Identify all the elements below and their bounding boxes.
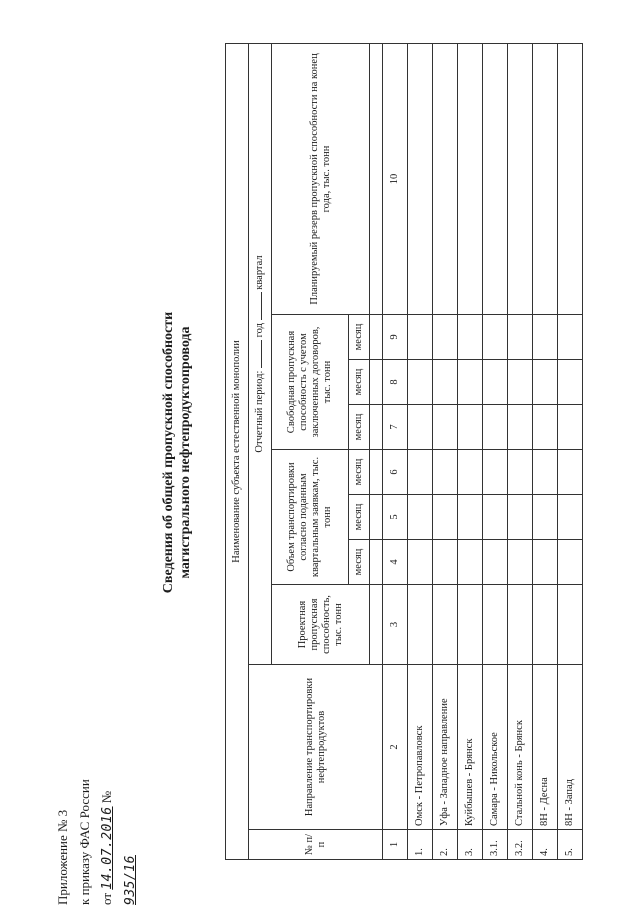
table-row <box>533 43 558 859</box>
empty-cell <box>370 360 383 405</box>
header-row-subject <box>226 43 249 859</box>
column-index: 3 <box>383 585 408 665</box>
empty-cell <box>483 43 508 314</box>
appendix-date: 14.07.2016 <box>100 806 115 890</box>
empty-cell <box>433 405 458 450</box>
empty-cell <box>533 585 558 665</box>
empty-cell <box>508 405 533 450</box>
month-header: месяц <box>349 315 370 360</box>
empty-cell <box>558 43 583 314</box>
empty-cell <box>458 405 483 450</box>
title-line-1: Сведения об общей пропускной способности <box>161 311 176 594</box>
column-index: 7 <box>383 405 408 450</box>
table-row <box>458 43 483 859</box>
empty-cell <box>558 540 583 585</box>
table-row <box>558 43 583 859</box>
document-title <box>160 0 194 905</box>
empty-cell <box>533 43 558 314</box>
empty-cell <box>458 315 483 360</box>
row-direction: 8Н - Запад <box>558 665 583 830</box>
empty-cell <box>483 360 508 405</box>
row-direction: Куйбышев - Брянск <box>458 665 483 830</box>
row-number: 5. <box>558 830 583 860</box>
appendix-from-label: от <box>99 892 114 905</box>
row-number: 2. <box>433 830 458 860</box>
empty-cell <box>508 585 533 665</box>
col-header-num: № п/п <box>249 830 383 860</box>
empty-cell <box>508 495 533 540</box>
empty-cell <box>458 585 483 665</box>
appendix-date-line <box>96 765 142 905</box>
empty-cell <box>458 540 483 585</box>
empty-cell <box>370 43 383 314</box>
empty-cell <box>508 43 533 314</box>
row-number: 4. <box>533 830 558 860</box>
empty-cell <box>408 450 433 495</box>
column-index: 8 <box>383 360 408 405</box>
empty-cell <box>458 450 483 495</box>
month-header: месяц <box>349 495 370 540</box>
column-index: 1 <box>383 830 408 860</box>
empty-cell <box>370 315 383 360</box>
col-header-volume: Объем транспортировки согласно поданным квартальным заявкам, тыс. тонн <box>272 450 349 585</box>
empty-cell <box>370 450 383 495</box>
empty-cell <box>558 405 583 450</box>
empty-cell <box>370 405 383 450</box>
empty-cell <box>408 315 433 360</box>
empty-cell <box>483 450 508 495</box>
row-number: 3.2. <box>508 830 533 860</box>
empty-cell <box>483 585 508 665</box>
empty-cell <box>458 360 483 405</box>
empty-cell <box>433 585 458 665</box>
col-header-free: Свободная пропускная способность с учетом заключенных договоров, тыс. тонн <box>272 315 349 450</box>
row-number: 1. <box>408 830 433 860</box>
month-header: месяц <box>349 540 370 585</box>
title-line-2: магистрального нефтепродуктопровода <box>178 326 193 579</box>
appendix-number-sign: № <box>99 790 114 804</box>
empty-cell <box>408 585 433 665</box>
month-header: месяц <box>349 360 370 405</box>
period-label: Отчетный период: <box>254 370 265 453</box>
header-row-period <box>249 43 272 859</box>
empty-cell <box>508 360 533 405</box>
subject-header: Наименование субъекта естественной монополии <box>226 43 249 859</box>
column-index: 9 <box>383 315 408 360</box>
column-index: 2 <box>383 665 408 830</box>
empty-cell <box>433 540 458 585</box>
empty-cell <box>533 540 558 585</box>
row-number: 3. <box>458 830 483 860</box>
empty-cell <box>558 360 583 405</box>
col-header-direction: Направление транспортировки нефтепродуктов <box>249 665 383 830</box>
empty-cell <box>458 43 483 314</box>
row-direction: Омск - Петропавловск <box>408 665 433 830</box>
appendix-order-ref: к приказу ФАС России <box>77 779 92 905</box>
empty-cell <box>370 495 383 540</box>
empty-cell <box>433 43 458 314</box>
row-direction: Самара - Никольское <box>483 665 508 830</box>
col-header-design: Проектная пропускная способность, тыс. тонн <box>272 585 370 665</box>
row-direction: Стальной конь - Брянск <box>508 665 533 830</box>
empty-cell <box>558 585 583 665</box>
quarter-blank <box>261 292 262 320</box>
empty-cell <box>508 540 533 585</box>
period-year: год <box>254 323 265 338</box>
empty-cell <box>433 360 458 405</box>
empty-cell <box>408 495 433 540</box>
row-direction: Уфа - Западное направление <box>433 665 458 830</box>
empty-cell <box>558 315 583 360</box>
empty-cell <box>533 405 558 450</box>
column-index: 6 <box>383 450 408 495</box>
empty-cell <box>508 450 533 495</box>
column-index: 5 <box>383 495 408 540</box>
appendix-number: 935/16 <box>123 855 138 905</box>
row-number: 3.1. <box>483 830 508 860</box>
empty-cell <box>533 315 558 360</box>
empty-cell <box>533 360 558 405</box>
appendix-block <box>52 765 142 905</box>
empty-cell <box>533 495 558 540</box>
empty-cell <box>558 495 583 540</box>
table-row <box>483 43 508 859</box>
empty-cell <box>558 450 583 495</box>
year-blank <box>261 340 262 368</box>
empty-cell <box>433 315 458 360</box>
empty-cell <box>533 450 558 495</box>
period-quarter: квартал <box>254 255 265 290</box>
table-row <box>408 43 433 859</box>
empty-cell <box>370 540 383 585</box>
column-index: 4 <box>383 540 408 585</box>
table-row <box>433 43 458 859</box>
empty-cell <box>408 405 433 450</box>
empty-cell <box>433 450 458 495</box>
month-header: месяц <box>349 450 370 495</box>
col-header-reserve: Планируемый резерв пропускной способности на конец года, тыс. тонн <box>272 43 370 314</box>
empty-cell <box>483 540 508 585</box>
column-index-row <box>383 43 408 859</box>
empty-cell <box>483 405 508 450</box>
capacity-table <box>225 43 583 860</box>
empty-cell <box>483 495 508 540</box>
empty-cell <box>408 43 433 314</box>
empty-cell <box>370 585 383 665</box>
column-index: 10 <box>383 43 408 314</box>
empty-cell <box>433 495 458 540</box>
table-row <box>508 43 533 859</box>
appendix-title: Приложение № 3 <box>55 809 70 905</box>
empty-cell <box>508 315 533 360</box>
empty-cell <box>483 315 508 360</box>
empty-cell <box>408 360 433 405</box>
period-header <box>249 43 272 664</box>
row-direction: 8Н - Десна <box>533 665 558 830</box>
empty-cell <box>408 540 433 585</box>
month-header: месяц <box>349 405 370 450</box>
empty-cell <box>458 495 483 540</box>
